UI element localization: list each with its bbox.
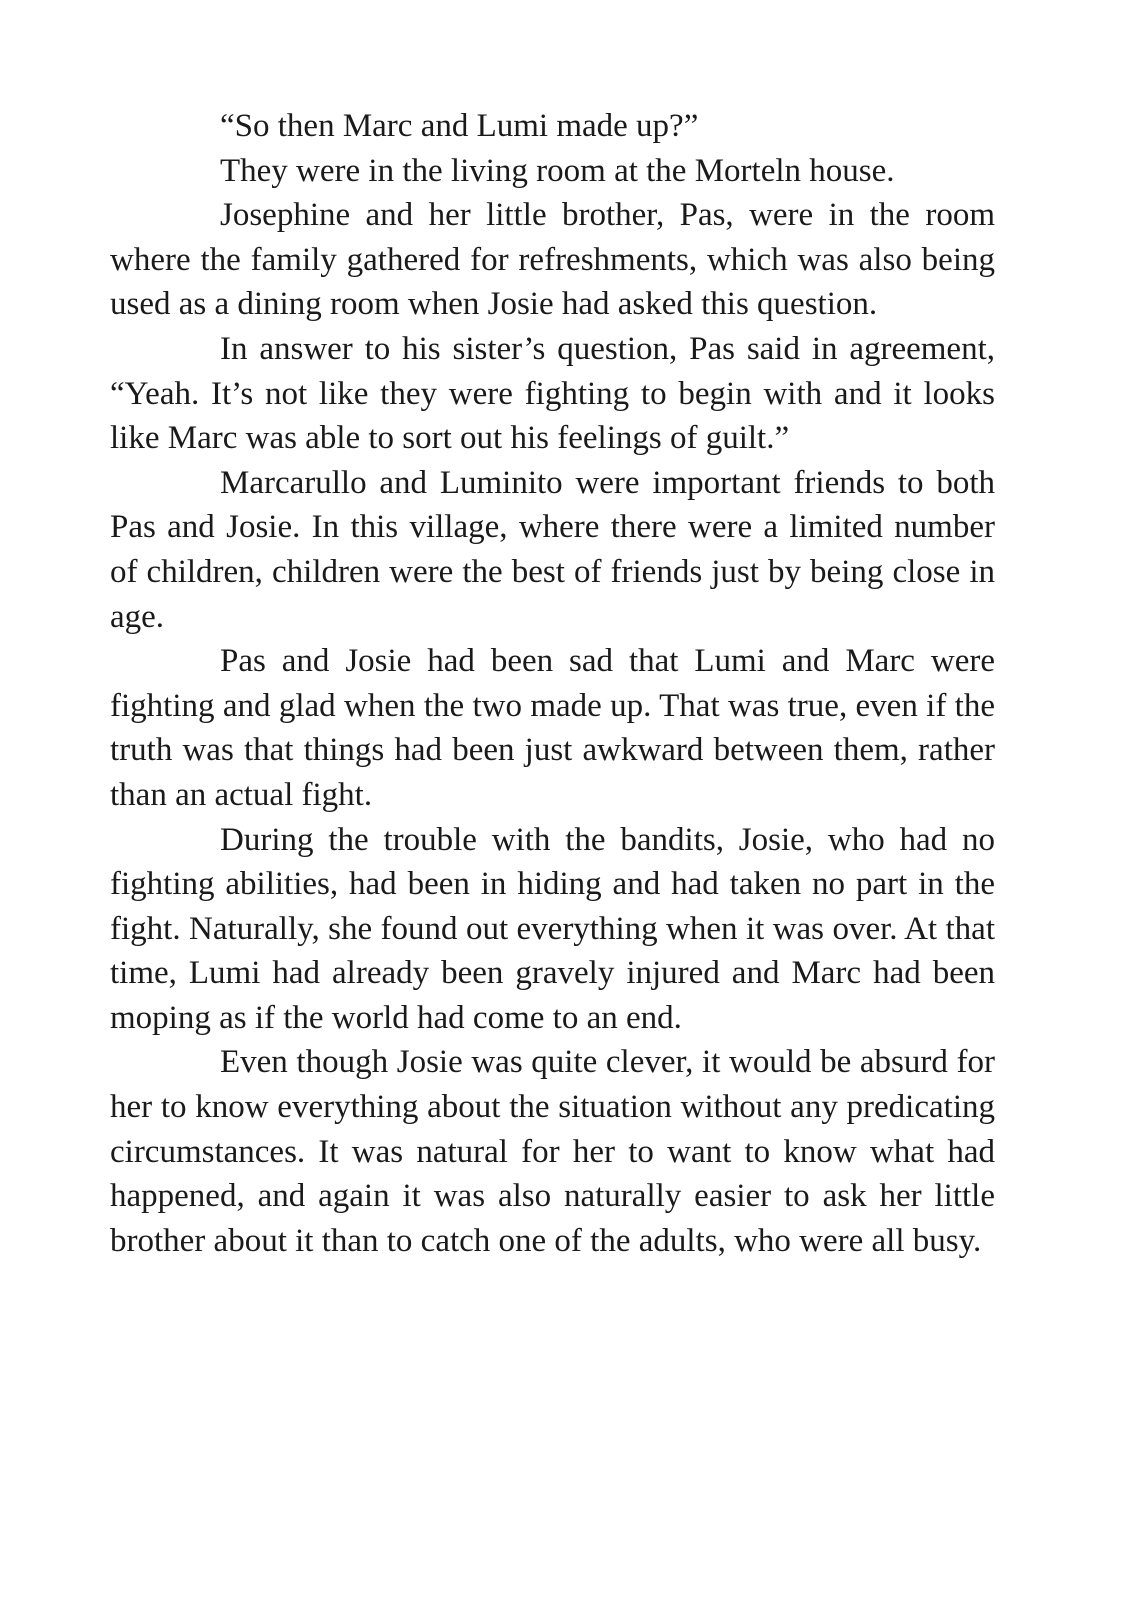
paragraph-2: They were in the living room at the Morteln house. bbox=[220, 152, 895, 189]
paragraph-6: Pas and Josie had been sad that Lumi and Marc were fighting and glad when the two made up. That was true, even if the truth was that things had been just awkward between them, rather than an actual fight. bbox=[110, 643, 995, 813]
paragraph-4: In answer to his sister’s question, Pas said in agreement, “Yeah. It’s not like they were fighting to begin with and it looks like Marc was able to sort out his feelings of guilt.” bbox=[110, 330, 995, 457]
paragraph-3: Josephine and her little brother, Pas, were in the room where the family gathered for refreshments, which was also being used as a dining room when Josie had asked this question. bbox=[110, 197, 995, 323]
paragraph-7: During the trouble with the bandits, Josie, who had no fighting abilities, had been in hiding and had taken no part in the fight. Naturally, she found out everything when it was over. At that time, Lumi had already been gravely injured and Marc had been moping as if the world had come to an end. bbox=[110, 821, 995, 1036]
paragraph-8: Even though Josie was quite clever, it would be absurd for her to know everything about the situation without any predicating circumstances. It was natural for her to want to know what had happened, and again it was also naturally easier to ask her little brother about it than to catch one of the adults, who were all busy. bbox=[110, 1044, 995, 1259]
paragraph-1: “So then Marc and Lumi made up?” bbox=[220, 108, 699, 144]
paragraph-5: Marcarullo and Luminito were important friends to both Pas and Josie. In this village, where there were a limited number of children, children were the best of friends just by being close in age. bbox=[110, 464, 995, 635]
page-body bbox=[110, 104, 995, 1263]
